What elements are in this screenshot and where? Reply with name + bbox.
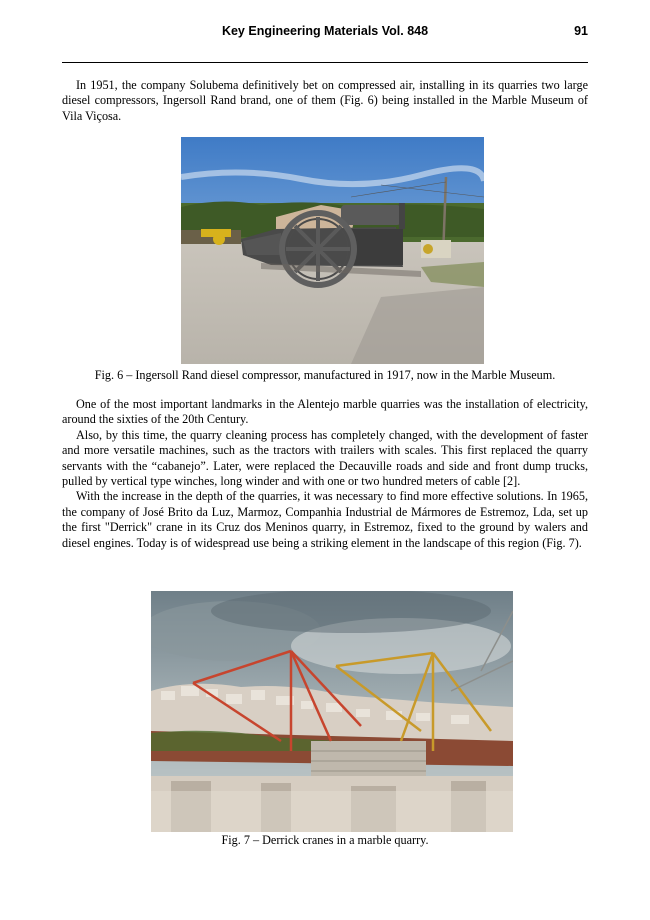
- figure-7-caption: Fig. 7 – Derrick cranes in a marble quarry.: [221, 833, 429, 847]
- figure-6-caption: Fig. 6 – Ingersoll Rand diesel compressor, manufactured in 1917, now in the Marble Museum.: [94, 368, 556, 382]
- figure-7-image: [151, 591, 513, 832]
- header-rule: [62, 62, 588, 63]
- paragraph: Also, by this time, the quarry cleaning process has completely changed, with the development of faster and more versatile machines, such as the tractors with trailers with scales. This first replaced the quarry servants with the “cabanejo”. Later, were replaced the Decauville roads and side and front dump trucks, pulled by vertical type winches, long winder and with one or two hundred meters of cable [2].: [62, 427, 588, 489]
- journal-title: Key Engineering Materials Vol. 848: [221, 24, 429, 38]
- running-header: [62, 22, 588, 42]
- paragraph: In 1951, the company Solubema definitively bet on compressed air, installing in its quarries two large diesel compressors, Ingersoll Rand brand, one of them (Fig. 6) being installed in the Marble Museum of Vila Viçosa.: [62, 78, 588, 123]
- page-number: 91: [574, 24, 588, 38]
- paragraph: One of the most important landmarks in the Alentejo marble quarries was the installation of electricity, around the sixties of the 20th Century.: [62, 397, 588, 427]
- body-text-middle: [62, 397, 588, 551]
- body-text-top: [62, 78, 588, 124]
- figure-6-image: [181, 137, 484, 364]
- paragraph: With the increase in the depth of the quarries, it was necessary to find more effective solutions. In 1965, the company of José Brito da Luz, Marmoz, Companhia Industrial de Mármores de Estremoz, Lda, set up the first "Derrick" crane in its Cruz dos Meninos quarry, in Estremoz, fixed to the ground by walers and diesel engines. Today is of widespread use being a striking element in the landscape of this region (Fig. 7).: [62, 489, 588, 550]
